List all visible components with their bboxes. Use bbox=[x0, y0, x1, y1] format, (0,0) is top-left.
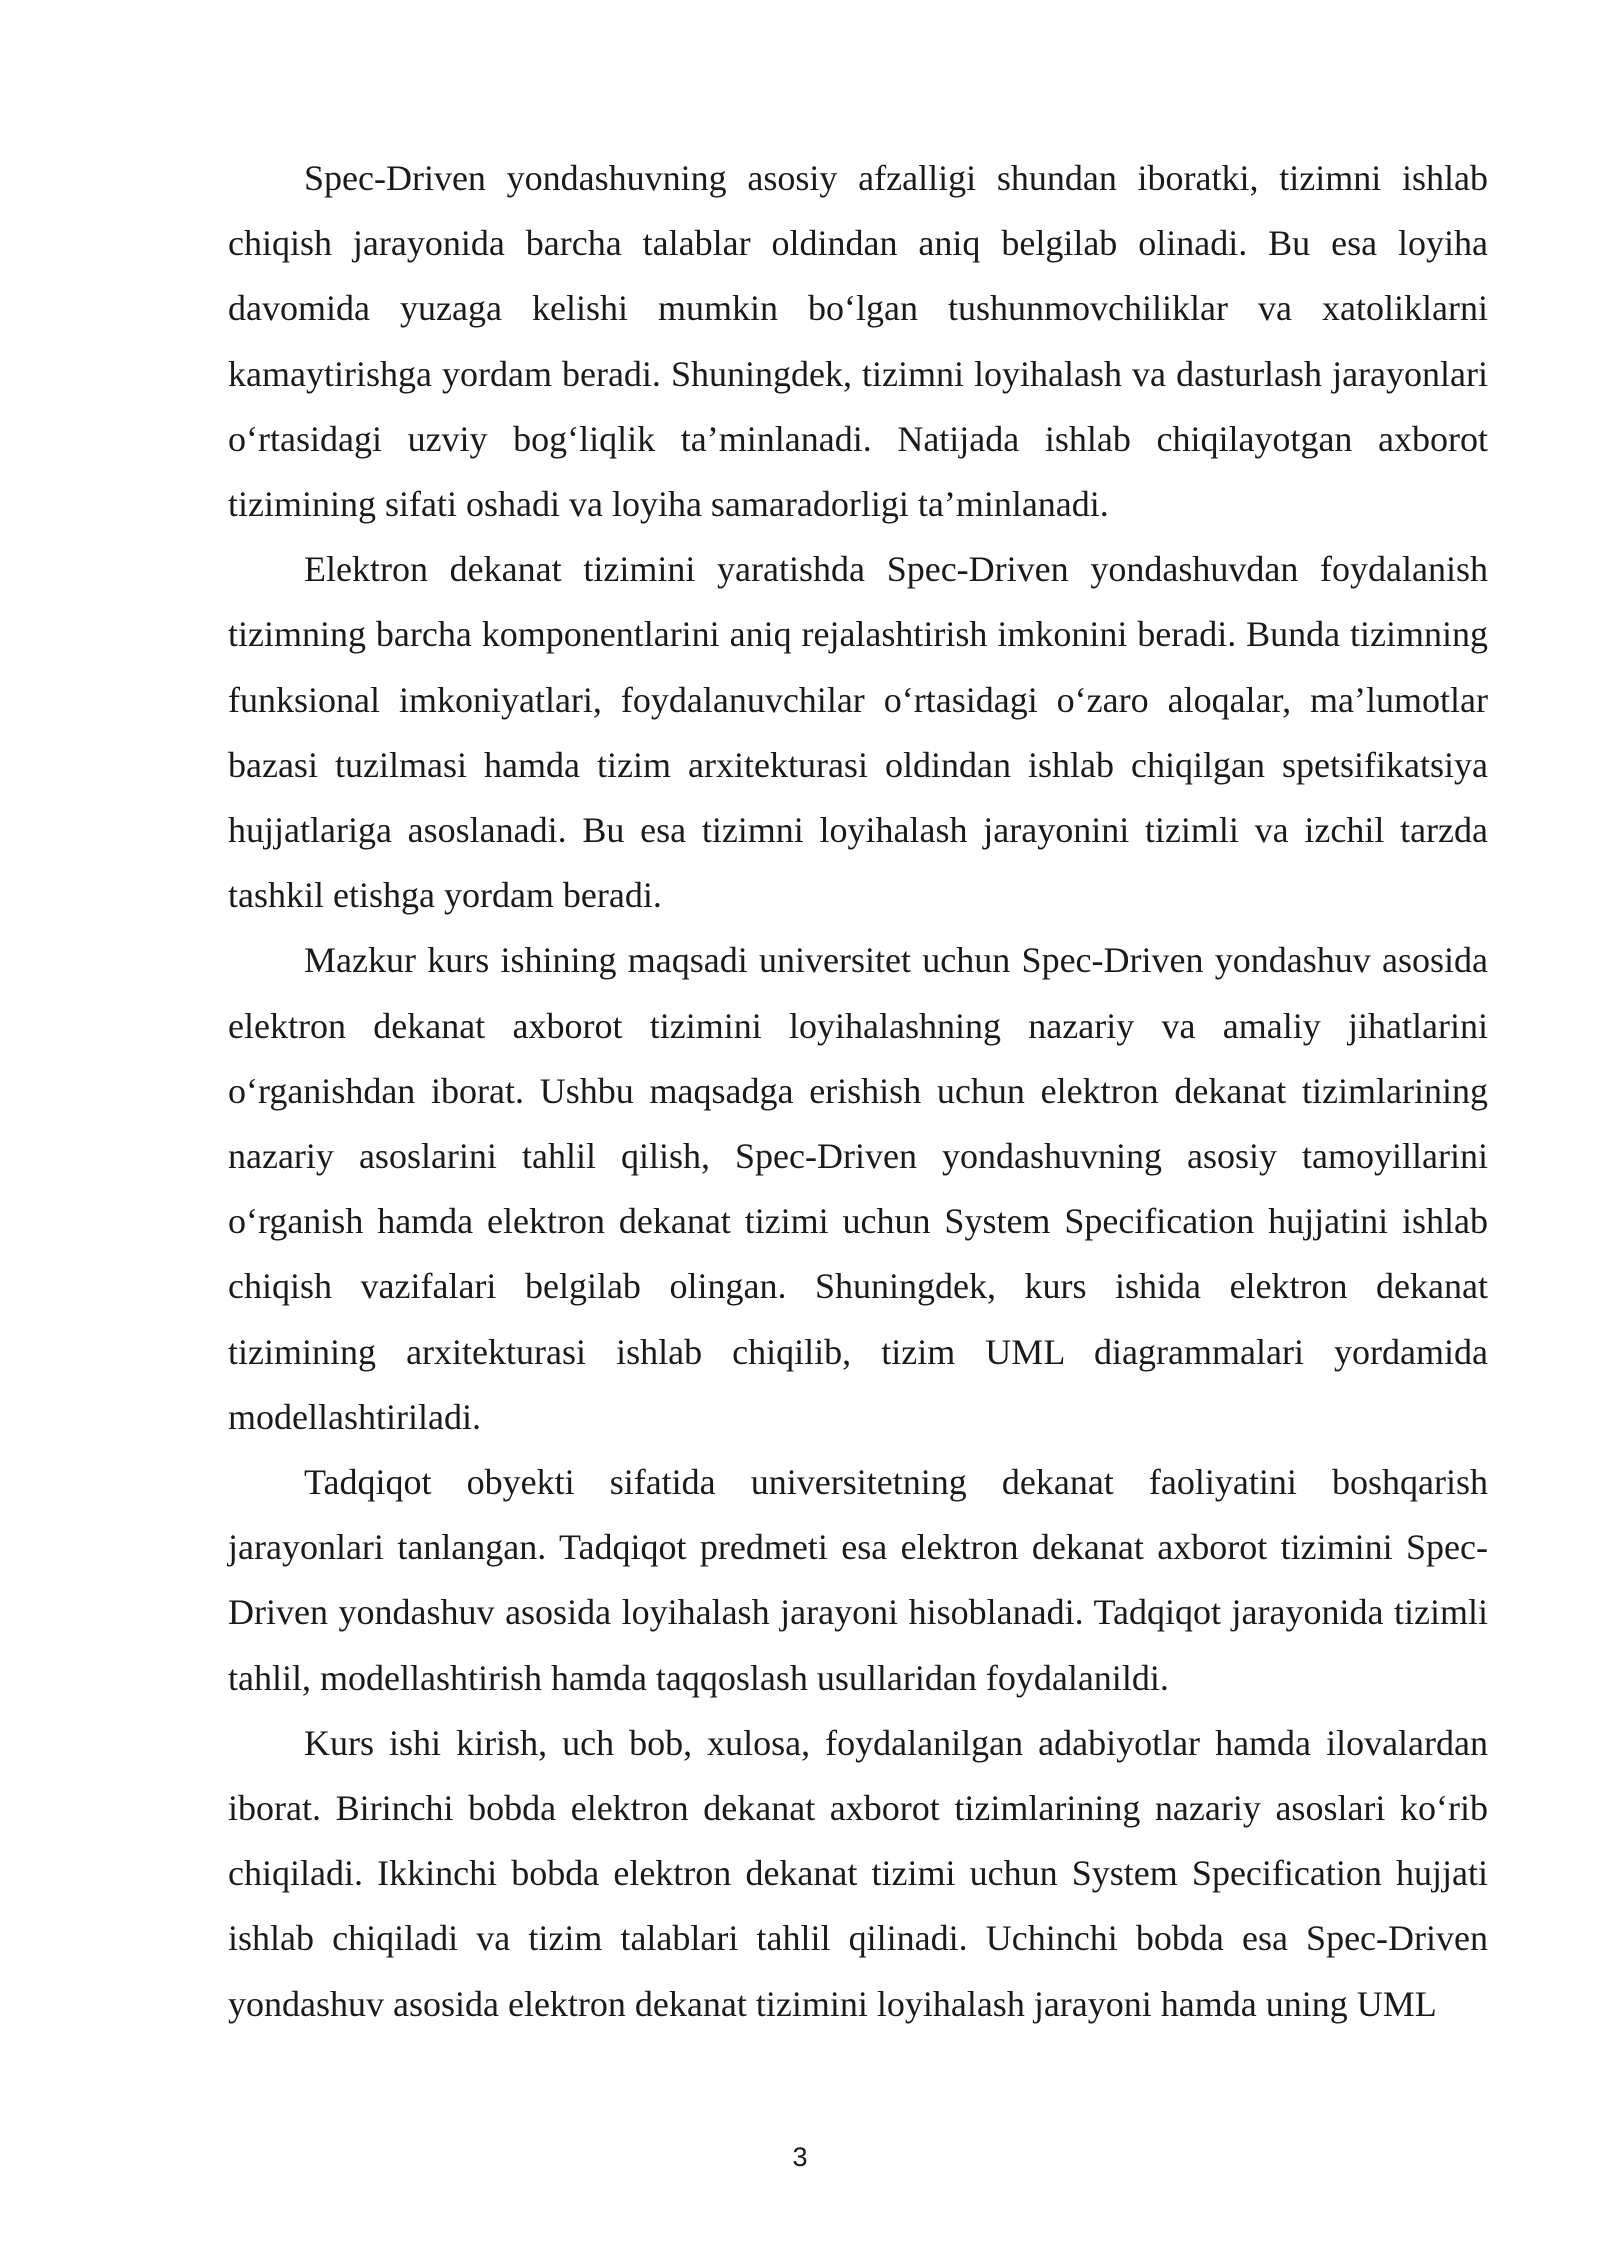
paragraph-research-object: Tadqiqot obyekti sifatida universitetning dekanat faoliyatini boshqarish jarayonlari tanlangan. Tadqiqot predmeti esa elektron dekanat axborot tizimini Spec-Driven yondashuv asosida loyihalash jarayoni hisoblanadi. Tadqiqot jarayonida tizimli tahlil, modellashtirish hamda taqqoslash usullaridan foydalanildi. bbox=[228, 1462, 1488, 1698]
body-text bbox=[228, 146, 1488, 2037]
paragraph-course-work-structure: Kurs ishi kirish, uch bob, xulosa, foydalanilgan adabiyotlar hamda ilovalardan iborat. Birinchi bobda elektron dekanat axborot tizimlarining nazariy asoslari ko‘rib chiqiladi. Ikkinchi bobda elektron dekanat tizimi uchun System Specification hujjati ishlab chiqiladi va tizim talablari tahlil qilinadi. Uchinchi bobda esa Spec-Driven yondashuv asosida elektron dekanat tizimini loyihalash jarayoni hamda uning UML bbox=[228, 1722, 1488, 2024]
paragraph-spec-driven-advantages: Spec-Driven yondashuvning asosiy afzalligi shundan iboratki, tizimni ishlab chiqish jarayonida barcha talablar oldindan aniq belgilab olinadi. Bu esa loyiha davomida yuzaga kelishi mumkin bo‘lgan tushunmovchiliklar va xatoliklarni kamaytirishga yordam beradi. Shuningdek, tizimni loyihalash va dasturlash jarayonlari o‘rtasidagi uzviy bog‘liqlik ta’minlanadi. Natijada ishlab chiqilayotgan axborot tizimining sifati oshadi va loyiha samaradorligi ta’minlanadi. bbox=[228, 158, 1488, 525]
paragraph-course-work-goal: Mazkur kurs ishining maqsadi universitet uchun Spec-Driven yondashuv asosida elektron dekanat axborot tizimini loyihalashning nazariy va amaliy jihatlarini o‘rganishdan iborat. Ushbu maqsadga erishish uchun elektron dekanat tizimlarining nazariy asoslarini tahlil qilish, Spec-Driven yondashuvning asosiy tamoyillarini o‘rganish hamda elektron dekanat tizimi uchun System Specification hujjatini ishlab chiqish vazifalari belgilab olingan. Shuningdek, kurs ishida elektron dekanat tizimining arxitekturasi ishlab chiqilib, tizim UML diagrammalari yordamida modellashtiriladi. bbox=[228, 940, 1488, 1437]
page-number: 3 bbox=[792, 2142, 808, 2172]
paragraph-electronic-deanery-design: Elektron dekanat tizimini yaratishda Spec-Driven yondashuvdan foydalanish tizimning barcha komponentlarini aniq rejalashtirish imkonini beradi. Bunda tizimning funksional imkoniyatlari, foydalanuvchilar o‘rtasidagi o‘zaro aloqalar, ma’lumotlar bazasi tuzilmasi hamda tizim arxitekturasi oldindan ishlab chiqilgan spetsifikatsiya hujjatlariga asoslanadi. Bu esa tizimni loyihalash jarayonini tizimli va izchil tarzda tashkil etishga yordam beradi. bbox=[228, 549, 1488, 916]
